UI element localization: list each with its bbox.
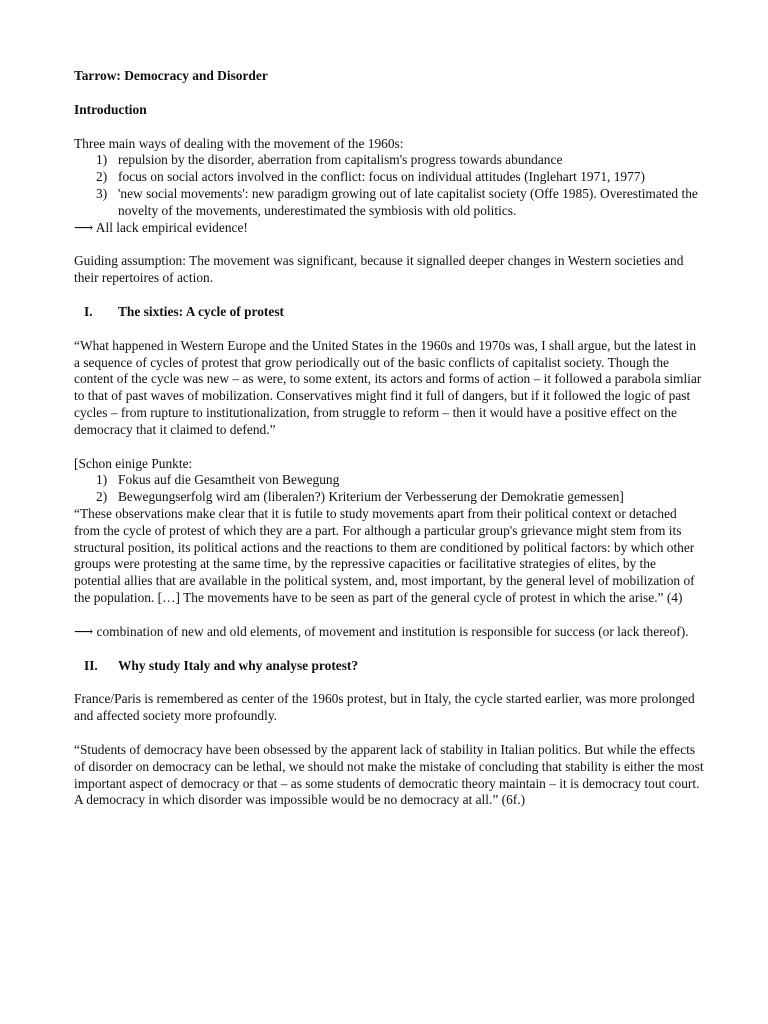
list-item-text: Fokus auf die Gesamtheit von Bewegung [118,472,340,488]
document-title: Tarrow: Democracy and Disorder [74,68,268,83]
list-number: 2) [96,169,108,185]
list-item [74,169,704,186]
body-paragraph: France/Paris is remembered as center of the 1960s protest, but in Italy, the cycle started earlier, was more prolonged and affected society more profoundly. [74,691,695,724]
quote-paragraph: “What happened in Western Europe and the United States in the 1960s and 1970s was, I shall argue, but the latest in a sequence of cycles of protest that grow periodically out of the basic conflicts of capitalist society. Though the content of the cycle was new – as were, to some extent, its actors and forms of action – it followed a parabola simliar to that of past waves of mobilization. Conservatives might find it full of dangers, but if it followed the logic of past cycles – from rupture to institutionalization, from struggle to reform – then it would have a positive effect on the democracy that it claimed to defend.” [74,337,702,437]
guiding-assumption: Guiding assumption: The movement was significant, because it signalled deeper changes in Western societies and their repertoires of action. [74,253,684,286]
intro-conclusion: ⟶ All lack empirical evidence! [74,219,248,235]
list-number: 1) [96,152,108,168]
quote-paragraph: “These observations make clear that it is futile to study movements apart from their political context or detached from the cycle of protest of which they are a part. For although a particular group's grievance might stem from its structural position, its political actions and the reactions to them are conditioned by political factors: by which other groups were protesting at the same time, by the repressive capacities or facilitative strategies of elites, by the potential allies that are available in the political system, and, most important, by the general level of mobilization of the population. […] The movements have to be seen as part of the general cycle of protest in which the arise.” (4) [74,505,695,605]
intro-heading: Introduction [74,101,147,117]
list-number: 1) [96,472,108,488]
list-number: 3) [96,185,108,201]
section-conclusion: ⟶ combination of new and old elements, of movement and institution is responsible for success (or lack thereof). [74,623,689,639]
quote-paragraph: “Students of democracy have been obsessed by the apparent lack of stability in Italian politics. But while the effects of disorder on democracy can be lethal, we should not make the mistake of concluding that stability is either the most important aspect of democracy or that – as some students of democratic theory maintain – it is democracy tout court. A democracy in which disorder was impossible would be no democracy at all.” (6f.) [74,741,704,808]
list-item [74,489,704,506]
list-item-text: focus on social actors involved in the conflict: focus on individual attitudes (Inglehart 1971, 1977) [118,169,645,185]
section-number: I. [84,303,93,319]
section-heading [74,304,704,321]
intro-list [74,152,704,219]
intro-lead: Three main ways of dealing with the movement of the 1960s: [74,135,404,151]
list-item [74,186,704,220]
document-body [74,68,704,826]
list-item-text: Bewegungserfolg wird am (liberalen?) Kriterium der Verbesserung der Demokratie gemessen] [118,489,624,505]
note-lead: [Schon einige Punkte: [74,455,193,471]
list-item-text: 'new social movements': new paradigm growing out of late capitalist society (Offe 1985). Overestimated the novelty of the movements, underestimated the symbiosis with old politics. [118,185,698,218]
list-number: 2) [96,489,108,505]
section-title: Why study Italy and why analyse protest? [118,657,359,673]
list-item [74,152,704,169]
list-item-text: repulsion by the disorder, aberration from capitalism's progress towards abundance [118,152,563,168]
note-list [74,472,704,506]
section-heading [74,658,704,675]
section-title: The sixties: A cycle of protest [118,303,284,319]
section-number: II. [84,657,98,673]
list-item [74,472,704,489]
